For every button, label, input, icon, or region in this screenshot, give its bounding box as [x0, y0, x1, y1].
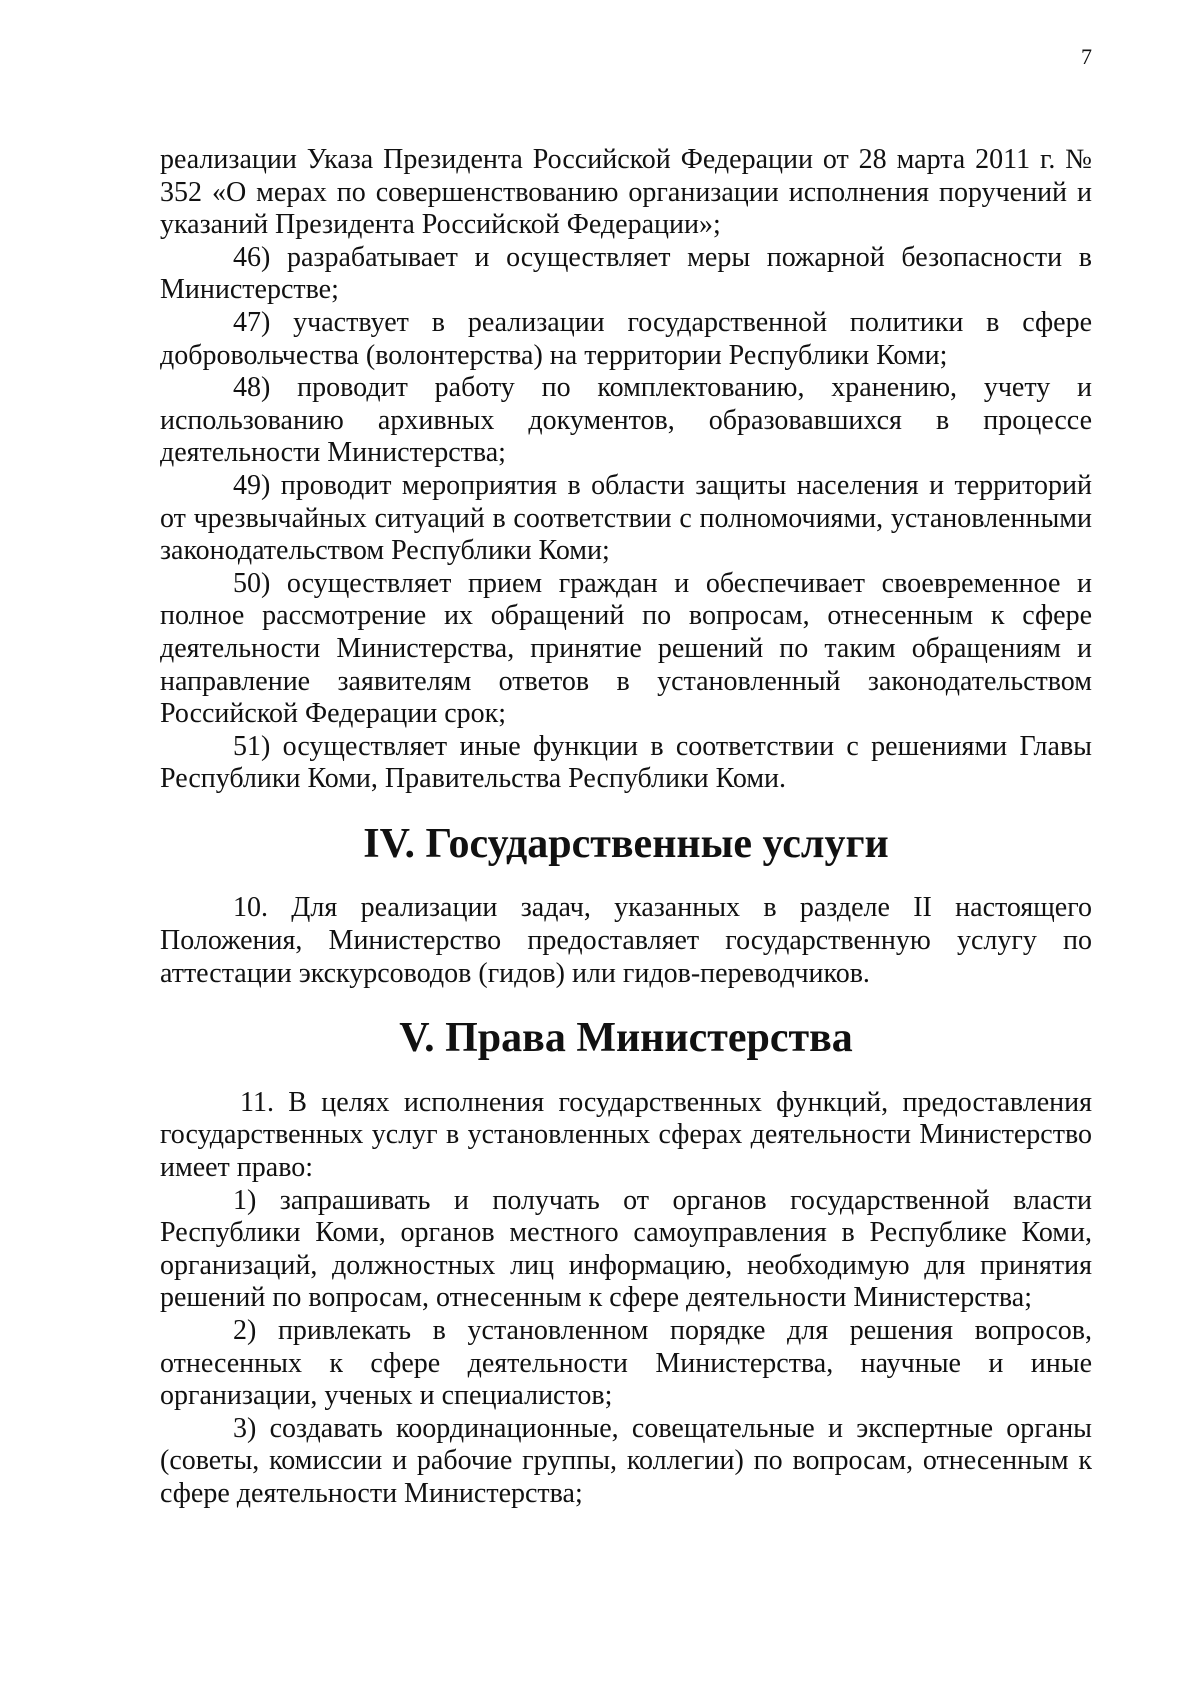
- paragraph-right-2: 2) привлекать в установленном порядке для решения вопросов, отнесенных к сфере деятельности Министерства, научные и иные организации, ученых и специалистов;: [160, 1315, 1092, 1412]
- paragraph-item-51: 51) осуществляет иные функции в соответствии с решениями Главы Республики Коми, Правительства Республики Коми.: [160, 730, 1092, 795]
- paragraph-right-3: 3) создавать координационные, совещательные и экспертные органы (советы, комиссии и рабочие группы, коллегии) по вопросам, отнесенным к сфере деятельности Министерства;: [160, 1412, 1092, 1509]
- section-heading-v: V. Права Министерства: [399, 1015, 853, 1062]
- paragraph-item-10: 10. Для реализации задач, указанных в разделе II настоящего Положения, Министерство предоставляет государственную услугу по аттестации экскурсоводов (гидов) или гидов-переводчиков.: [160, 892, 1092, 989]
- paragraph-right-1: 1) запрашивать и получать от органов государственной власти Республики Коми, органов местного самоуправления в Республике Коми, организаций, должностных лиц информацию, необходимую для принятия решений по вопросам, отнесенным к сфере деятельности Министерства;: [160, 1184, 1092, 1314]
- paragraph-item-11: 11. В целях исполнения государственных функций, предоставления государственных услуг в установленных сферах деятельности Министерство имеет право:: [160, 1086, 1092, 1184]
- paragraph-item-47: 47) участвует в реализации государственной политики в сфере добровольчества (волонтерства) на территории Республики Коми;: [160, 306, 1092, 371]
- paragraph-item-46: 46) разрабатывает и осуществляет меры пожарной безопасности в Министерстве;: [160, 241, 1092, 306]
- paragraph-item-50: 50) осуществляет прием граждан и обеспечивает своевременное и полное рассмотрение их обращений по вопросам, отнесенным к сфере деятельности Министерства, принятие решений по таким обращениям и направление заявителям ответов в установленный законодательством Российской Федерации срок;: [160, 567, 1092, 730]
- paragraph-item-48: 48) проводит работу по комплектованию, хранению, учету и использованию архивных документов, образовавшихся в процессе деятельности Министерства;: [160, 372, 1092, 469]
- paragraph-continuation: реализации Указа Президента Российской Федерации от 28 марта 2011 г. № 352 «О мерах по совершенствованию организации исполнения поручений и указаний Президента Российской Федерации»;: [160, 144, 1092, 241]
- paragraph-item-49: 49) проводит мероприятия в области защиты населения и территорий от чрезвычайных ситуаций в соответствии с полномочиями, установленными законодательством Республики Коми;: [160, 469, 1092, 567]
- page-number: 7: [1081, 44, 1092, 69]
- section-heading-iv: IV. Государственные услуги: [363, 820, 889, 867]
- document-body: [160, 144, 1092, 1511]
